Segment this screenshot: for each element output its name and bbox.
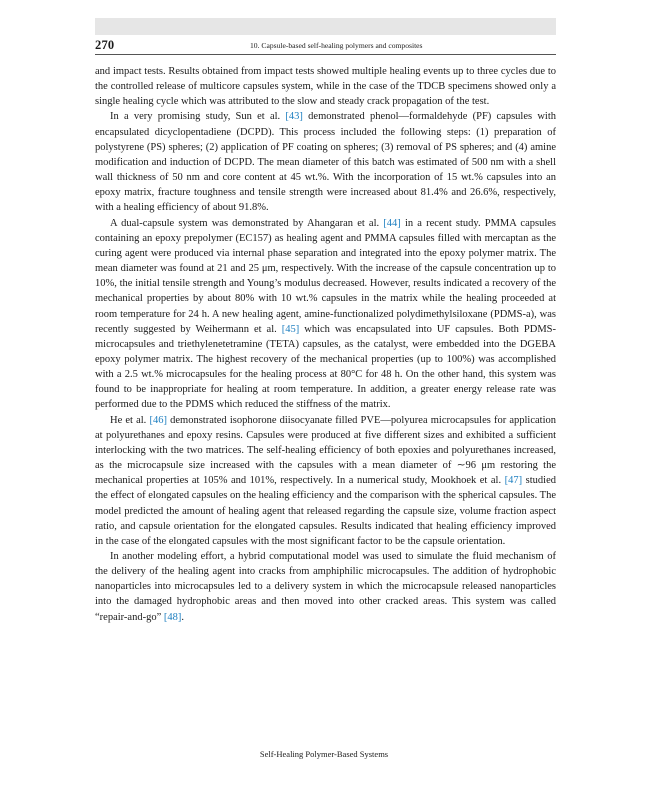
paragraph-text: which was encapsulated into UF capsules. Both PDMS-microcapsules and triethylenetetramine (TETA) capsules, as the catalyst, were embedded into the DGEBA epoxy polymer matrix. The highest recovery of the mechanical properties (up to 100%) was accomplished with a 2.5 wt.% microcapsules for the healing process at 80°C for 48 h. On the other hand, this system was found to be inappropriate for healing at room temperature. In addition, a greater energy release rate was performed due to the PDMS which reduced the stiffness of the matrix. [95,323,556,411]
paragraph-text: demonstrated isophorone diisocyanate filled PVE—polyurea microcapsules for application at polyurethanes and epoxy resins. Capsules were produced at five different sizes and exhibited a sufficient interlocking with the two matrices. The self-healing efficiency of both epoxies and polyurethanes increased, as the microcapsule size increased with the capsules with a mean diameter of ∼96 μm restoring the mechanical properties at 105% and 101%, respectively. In a numerical study, Mookhoek et al. [95,414,557,487]
footer-book-title: Self-Healing Polymer-Based Systems [259,749,389,759]
paragraph-he-study [95,413,556,549]
body-text [95,64,556,625]
citation-link-43[interactable]: [43] [285,111,303,123]
citation-link-46[interactable]: [46] [149,414,167,426]
citation-link-47[interactable]: [47] [504,475,523,487]
paragraph-text: . [181,611,184,623]
paragraph-text: demonstrated phenol—formaldehyde (PF) capsules with encapsulated dicyclopentadiene (DCPD). This process included the following steps: (1) preparation of polystyrene (PS) spheres; (2) application of PF coating on spheres; (3) removal of PS spheres; and (4) amine modification and induction of DCPD. The mean diameter of this batch was estimated of 500 nm with a shell wall thickness of 50 nm and core content at 45 wt.%. With the incorporation of 15 wt.% capsules into an epoxy matrix, fracture toughness and tensile strength were increased about 81.4% and 26.6%, respectively, with a healing efficiency of about 91.8%. [95,111,556,214]
citation-link-48[interactable]: [48] [163,611,182,623]
paragraph-continuation [95,64,556,109]
running-title: 10. Capsule-based self-healing polymers and composites [250,41,423,50]
paragraph-modeling [95,549,556,625]
paragraph-text: studied the effect of elongated capsules on the healing efficiency and the comparison with the spherical capsules. The model predicted the amount of healing agent that released regarding the capsule size, volume fraction aspect ratio, and capsule orientation for the elongated capsules. Results indicated that healing efficiency improved in the case of the elongated capsules with the most significant factor to be the capsule orientation. [95,475,556,547]
paragraph-text: In a very promising study, Sun et al. [110,111,286,123]
citation-link-45[interactable]: [45] [281,323,300,335]
header-rule [95,54,556,55]
paragraph-text: and impact tests. Results obtained from impact tests showed multiple healing events up to three cycles due to the controlled release of multicore capsules system, while in the case of the TDCB specimens showed only a single healing cycle which was attributed to the slow and steady crack propagation of the test. [95,66,556,108]
paragraph-text: in a recent study. PMMA capsules containing an epoxy prepolymer (EC157) as healing agent and PMMA capsules filled with mercaptan as the curing agent were produced via internal phase separation and integrated into the epoxy polymer matrix. The mean diameter was found at 21 and 25 μm, respectively. With the increase of the capsule concentration up to 10%, the initial tensile strength and Young’s modulus decreased. However, results indicated a recovery of the mechanical properties by about 80% with 10 wt.% capsules in the matrix while the healing proceeded at room temperature for 24 h. A new healing agent, amine-functionalized polydimethylsiloxane (PDMS-a), was recently suggested by Weihermann et al. [95,217,556,335]
header-band [95,18,556,35]
paragraph-sun-study [95,109,556,215]
page-number: 270 [95,38,115,52]
paragraph-text: He et al. [110,414,150,426]
citation-link-44[interactable]: [44] [383,217,401,229]
paragraph-text: In another modeling effort, a hybrid computational model was used to simulate the fluid mechanism of the delivery of the healing agent into cracks from amphiphilic microcapsules. The addition of hydrophobic nanoparticles into microcapsules led to a delivery system in which the microcapsule released nanoparticles into the damaged hydrophobic areas and then moved into other cracked areas. This system was called “repair-and-go” [95,551,556,623]
paragraph-dual-capsule [95,216,556,413]
paragraph-text: A dual-capsule system was demonstrated by Ahangaran et al. [110,217,384,229]
